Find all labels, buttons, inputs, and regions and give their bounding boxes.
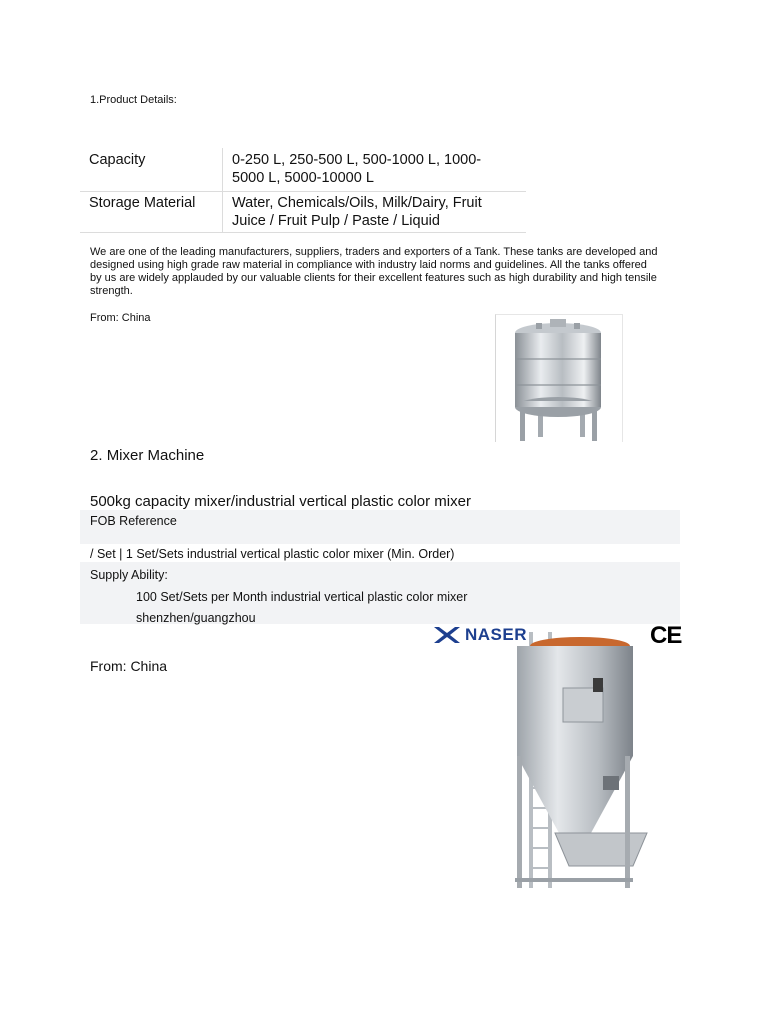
- spec-value-line: 5000 L, 5000-10000 L: [232, 170, 374, 186]
- tank-image: [495, 314, 623, 442]
- description-line: strength.: [90, 285, 133, 297]
- spec-value: [223, 192, 527, 233]
- description: [90, 246, 690, 298]
- spec-value: [223, 148, 527, 192]
- section-title: Mixer Machine: [106, 447, 205, 464]
- section-heading: [90, 447, 204, 465]
- description-line: by us are widely applauded by our valuable clients for their excellent features such as high durability and high tensile: [90, 272, 657, 284]
- section-heading: 1.Product Details:: [90, 94, 177, 106]
- min-order: / Set | 1 Set/Sets industrial vertical plastic color mixer (Min. Order): [90, 547, 455, 561]
- supply-label: Supply Ability:: [90, 568, 168, 582]
- spec-value-line: Water, Chemicals/Oils, Milk/Dairy, Fruit: [232, 195, 482, 211]
- description-line: We are one of the leading manufacturers, suppliers, traders and exporters of a Tank. These tanks are developed and: [90, 246, 658, 258]
- supply-value: 100 Set/Sets per Month industrial vertical plastic color mixer: [136, 590, 468, 604]
- section-number: 2.: [90, 447, 103, 464]
- spec-key: Storage Material: [80, 192, 223, 233]
- origin-label: From: China: [90, 658, 168, 674]
- brand-name: NASER: [465, 625, 528, 644]
- spec-value-line: Juice / Fruit Pulp / Paste / Liquid: [232, 213, 440, 229]
- port-value: shenzhen/guangzhou: [136, 611, 256, 625]
- table-row: [80, 148, 526, 192]
- spec-table: [80, 148, 526, 233]
- spec-key: Capacity: [80, 148, 223, 192]
- table-row: [80, 192, 526, 233]
- fob-label: FOB Reference: [90, 514, 177, 528]
- mixer-image: [505, 628, 655, 893]
- origin-label: From: China: [90, 312, 151, 324]
- spec-value-line: 0-250 L, 250-500 L, 500-1000 L, 1000-: [232, 152, 482, 168]
- ce-mark: CE: [650, 622, 682, 649]
- description-line: designed using high grade raw material in compliance with industry laid norms and guidelines. All the tanks offered: [90, 259, 647, 271]
- naser-logo-icon: [432, 624, 462, 646]
- product-title: 500kg capacity mixer/industrial vertical plastic color mixer: [90, 493, 471, 510]
